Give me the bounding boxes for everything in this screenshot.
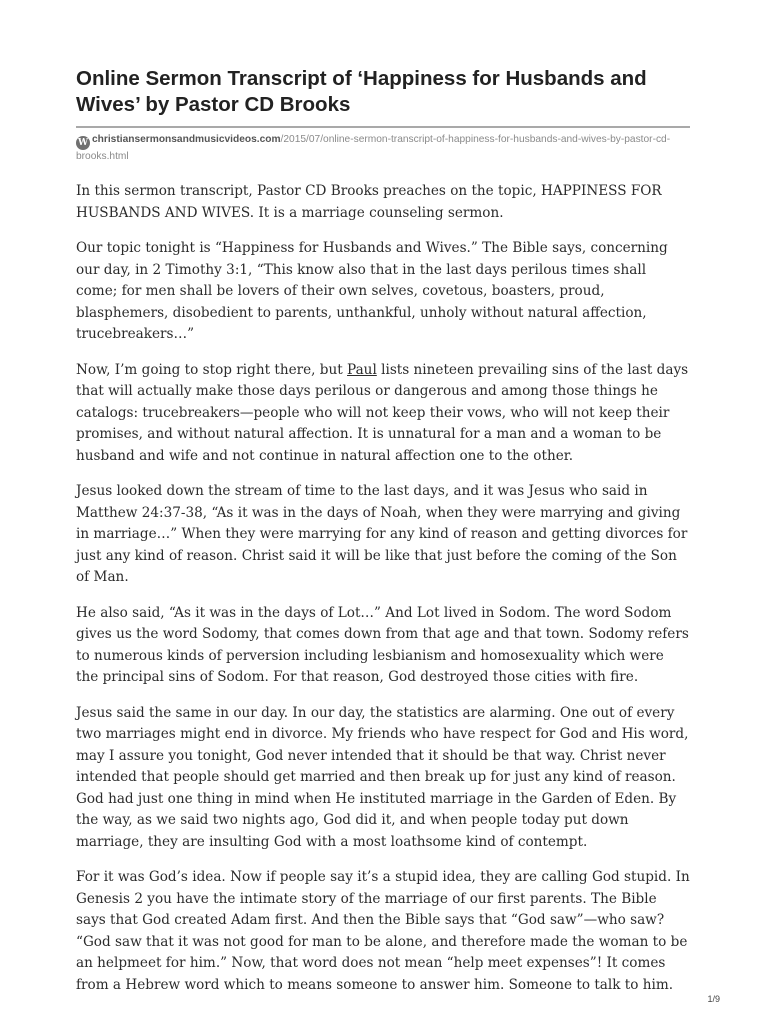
source-url[interactable]	[76, 133, 690, 163]
paragraph: Our topic tonight is “Happiness for Husbands and Wives.” The Bible says, concerning our day, in 2 Timothy 3:1, “This know also that in the last days perilous times shall come; for men shall be lovers of their own selves, covetous, boasters, proud, blasphemers, disobedient to parents, unthankful, unholy without natural affection, trucebreakers…”	[76, 240, 668, 342]
document-title: Online Sermon Transcript of ‘Happiness for Husbands and Wives’ by Pastor CD Brooks	[76, 67, 647, 116]
paragraph: In this sermon transcript, Pastor CD Brooks preaches on the topic, HAPPINESS FOR HUSBANDS AND WIVES. It is a marriage counseling sermon.	[76, 183, 662, 221]
paragraph: Jesus looked down the stream of time to the last days, and it was Jesus who said in Matthew 24:37-38, “As it was in the days of Noah, when they were marrying and giving in marriage…” When they were marrying for any kind of reason and getting divorces for just any kind of reason. Christ said it will be like that just before the coming of the Son of Man.	[76, 483, 688, 585]
paul-link[interactable]: Paul	[347, 361, 377, 378]
title-divider	[76, 126, 690, 128]
source-path[interactable]: /2015/07/online-sermon-transcript-of-happiness-for-husbands-and-wives-by-pastor-cd-brooks.html	[76, 134, 671, 162]
paragraph: Jesus said the same in our day. In our day, the statistics are alarming. One out of every two marriages might end in divorce. My friends who have respect for God and His word, may I assure you tonight, God never intended that it should be that way. Christ never intended that people should get married and then break up for just any kind of reason. God had just one thing in mind when He instituted marriage in the Garden of Eden. By the way, as we said two nights ago, God did it, and when people today put down marriage, they are insulting God with a most loathsome kind of contempt.	[76, 704, 689, 850]
wordpress-icon: W	[77, 138, 89, 148]
page-number: 1/9	[707, 994, 720, 1004]
article-body	[76, 181, 690, 1010]
paragraph-text: Now, I’m going to stop right there, but	[76, 361, 348, 378]
paragraph-text: lists nineteen prevailing sins of the last days that will actually make those days perilous or dangerous and among those things he catalogs: trucebreakers—people who will not keep their vows, who will not keep their promises, and without natural affection. It is unnatural for a man and a woman to be husband and wife and not continue in natural affection one to the other.	[76, 361, 689, 464]
paragraph: He also said, “As it was in the days of Lot…” And Lot lived in Sodom. The word Sodom gives us the word Sodomy, that comes down from that age and that town. Sodomy refers to numerous kinds of perversion including lesbianism and homosexuality which were the principal sins of Sodom. For that reason, God destroyed those cities with fire.	[76, 604, 689, 685]
paragraph	[76, 360, 690, 468]
paragraph: For it was God’s idea. Now if people say it’s a stupid idea, they are calling God stupid. In Genesis 2 you have the intimate story of the marriage of our first parents. The Bible says that God created Adam first. And then the Bible says that “God saw”—who saw? “God saw that it was not good for man to be alone, and therefore made the woman to be an helpmeet for him.” Now, that word does not mean “help meet expenses”! It comes from a Hebrew word which to means someone to answer him. Someone to talk to him.	[76, 869, 690, 993]
source-host[interactable]: christiansermonsandmusicvideos.com	[92, 134, 281, 145]
